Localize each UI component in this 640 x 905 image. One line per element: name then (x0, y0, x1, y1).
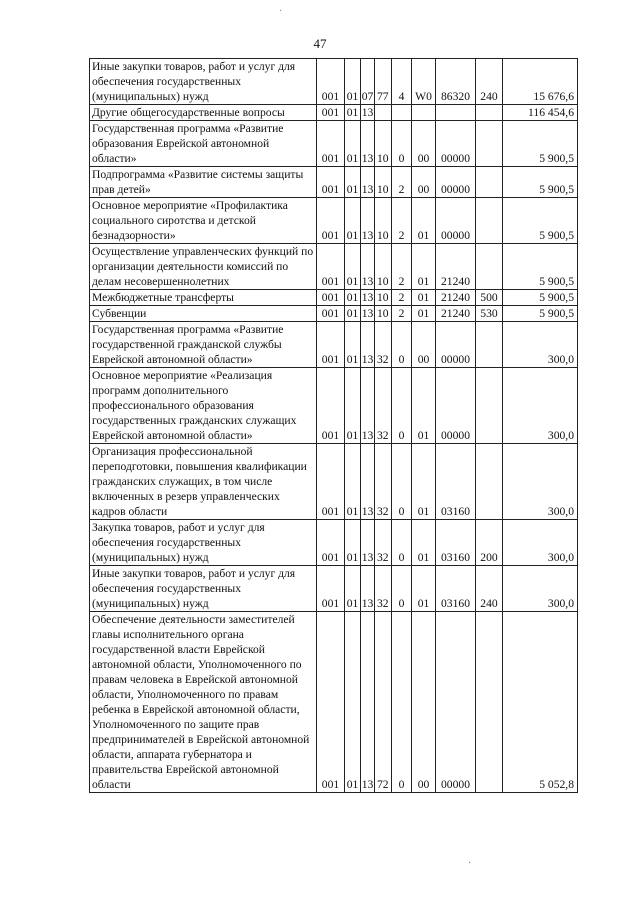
direction-code-cell: 03160 (436, 566, 476, 612)
program-code-cell: 32 (375, 566, 392, 612)
expense-type-code-cell (476, 105, 503, 121)
subprogram-code-cell: 2 (392, 306, 412, 322)
subsection-code-cell: 07 (361, 59, 375, 105)
section-code-cell: 01 (345, 290, 361, 306)
row-name-cell: Межбюджетные трансферты (90, 290, 317, 306)
row-name-cell: Закупка товаров, работ и услуг для обеспечения государственных (муниципальных) нужд (90, 520, 317, 566)
program-code-cell: 32 (375, 444, 392, 520)
section-code-cell: 01 (345, 368, 361, 444)
amount-cell: 5 900,5 (503, 244, 578, 290)
section-code-cell: 01 (345, 198, 361, 244)
table-row (90, 306, 578, 322)
direction-code-cell: 00000 (436, 121, 476, 167)
ministry-code-cell: 001 (317, 121, 345, 167)
table-row (90, 105, 578, 121)
direction-code-cell: 03160 (436, 520, 476, 566)
amount-cell: 300,0 (503, 566, 578, 612)
row-name-cell: Иные закупки товаров, работ и услуг для обеспечения государственных (муниципальных) нужд (90, 59, 317, 105)
direction-code-cell: 00000 (436, 612, 476, 793)
table-row (90, 59, 578, 105)
subprogram-code-cell (392, 105, 412, 121)
amount-cell: 5 052,8 (503, 612, 578, 793)
subsection-code-cell: 13 (361, 291, 374, 304)
subsection-code-cell: 13 (361, 121, 375, 167)
program-code-cell: 10 (375, 198, 392, 244)
ministry-code-cell: 001 (317, 198, 345, 244)
program-code-cell: 32 (375, 322, 392, 368)
expense-type-code-cell (476, 322, 503, 368)
direction-code-cell: 21240 (436, 306, 476, 322)
subsection-code-cell: 13 (361, 322, 375, 368)
section-code-cell: 01 (345, 322, 361, 368)
activity-code-cell: 00 (412, 612, 436, 793)
section-code-cell: 01 (345, 244, 361, 290)
program-code-cell: 10 (375, 244, 392, 290)
row-name-cell: Государственная программа «Развитие государственной гражданской службы Еврейской автономной области» (90, 322, 317, 368)
amount-cell: 5 900,5 (503, 198, 578, 244)
scan-mark: · (279, 6, 283, 17)
expense-type-code-cell (476, 612, 503, 793)
section-code-cell: 01 (345, 306, 361, 322)
subsection-code-cell: 13 (361, 612, 375, 793)
section-code-cell: 01 (345, 59, 361, 105)
row-name-cell: Другие общегосударственные вопросы (90, 105, 317, 121)
table-row (90, 566, 578, 612)
table-row (90, 612, 578, 793)
amount-cell: 300,0 (503, 368, 578, 444)
expense-type-code-cell (476, 167, 503, 198)
row-name-cell: Осуществление управленческих функций по организации деятельности комиссий по делам несовершеннолетних (90, 244, 317, 290)
section-code-cell: 01 (345, 121, 361, 167)
direction-code-cell: 03160 (436, 444, 476, 520)
activity-code-cell: 00 (412, 322, 436, 368)
section-code-cell: 01 (345, 444, 361, 520)
program-code-cell (375, 105, 392, 121)
table-row (90, 322, 578, 368)
budget-table (89, 58, 578, 793)
subsection-code-cell: 13 (361, 198, 375, 244)
expense-type-code-cell (476, 444, 503, 520)
table-row (90, 290, 578, 306)
subsection-code-cell: 13 (361, 520, 375, 566)
direction-code-cell: 00000 (436, 322, 476, 368)
expense-type-code-cell (476, 244, 503, 290)
program-code-cell: 10 (375, 306, 392, 322)
activity-code-cell: 00 (412, 121, 436, 167)
program-code-cell: 32 (375, 368, 392, 444)
subprogram-code-cell: 0 (392, 121, 412, 167)
subprogram-code-cell: 4 (392, 59, 412, 105)
subsection-code-cell: 13 (361, 368, 375, 444)
row-name-cell: Организация профессиональной переподготовки, повышения квалификации гражданских служащих, в том числе включенных в резерв управленческих кадров области (90, 444, 317, 520)
section-code-cell: 01 (345, 105, 361, 121)
ministry-code-cell: 001 (317, 290, 345, 306)
activity-code-cell (412, 105, 436, 121)
section-code-cell: 01 (345, 612, 361, 793)
section-code-cell: 01 (345, 566, 361, 612)
amount-cell: 116 454,6 (503, 105, 578, 121)
expense-type-code-cell: 240 (476, 59, 503, 105)
ministry-code-cell: 001 (317, 612, 345, 793)
program-code-cell: 10 (375, 121, 392, 167)
row-name-cell: Основное мероприятие «Профилактика социального сиротства и детской безнадзорности» (90, 198, 317, 244)
ministry-code-cell: 001 (317, 306, 345, 322)
activity-code-cell: 01 (412, 290, 436, 306)
row-name-cell: Обеспечение деятельности заместителей главы исполнительного органа государственной власти Еврейской автономной области, Уполномоченного по правам человека в Еврейской автономной области, Уполномоченного по правам ребенка в Еврейской автономной области, Уполномоченного по защите прав предпринимателей в Еврейской автономной области, аппарата губернатора и правительства Еврейской автономной области (90, 612, 317, 793)
activity-code-cell: 01 (412, 198, 436, 244)
subsection-code-cell: 13 (361, 566, 375, 612)
page-number: 47 (313, 36, 327, 51)
direction-code-cell: 86320 (436, 59, 476, 105)
subprogram-code-cell: 2 (392, 244, 412, 290)
subprogram-code-cell: 0 (392, 520, 412, 566)
direction-code-cell: 21240 (436, 290, 476, 306)
subsection-code-cell: 13 (361, 244, 375, 290)
ministry-code-cell: 001 (317, 368, 345, 444)
ministry-code-cell: 001 (317, 322, 345, 368)
subprogram-code-cell: 2 (392, 198, 412, 244)
table-row (90, 121, 578, 167)
amount-cell: 5 900,5 (503, 167, 578, 198)
ministry-code-cell: 001 (317, 444, 345, 520)
row-name-cell: Подпрограмма «Развитие системы защиты прав детей» (90, 167, 317, 198)
activity-code-cell: 01 (412, 444, 436, 520)
activity-code-cell: 01 (412, 244, 436, 290)
program-code-cell: 10 (375, 167, 392, 198)
subprogram-code-cell: 2 (392, 290, 412, 306)
amount-cell: 5 900,5 (503, 306, 578, 322)
direction-code-cell (436, 105, 476, 121)
program-code-cell: 77 (375, 59, 392, 105)
expense-type-code-cell: 530 (476, 306, 503, 322)
activity-code-cell: 00 (412, 167, 436, 198)
subprogram-code-cell: 0 (392, 322, 412, 368)
ministry-code-cell: 001 (317, 566, 345, 612)
direction-code-cell: 00000 (436, 198, 476, 244)
row-name-cell: Иные закупки товаров, работ и услуг для обеспечения государственных (муниципальных) нужд (90, 566, 317, 612)
table-row (90, 244, 578, 290)
section-code-cell: 01 (345, 520, 361, 566)
amount-cell: 5 900,5 (503, 290, 578, 306)
subprogram-code-cell: 2 (392, 167, 412, 198)
expense-type-code-cell (476, 121, 503, 167)
expense-type-code-cell (476, 368, 503, 444)
ministry-code-cell: 001 (317, 105, 345, 121)
expense-type-code-cell: 200 (476, 520, 503, 566)
scan-mark: · (468, 858, 472, 869)
activity-code-cell: 01 (412, 368, 436, 444)
row-name-cell: Государственная программа «Развитие образования Еврейской автономной области» (90, 121, 317, 167)
direction-code-cell: 00000 (436, 167, 476, 198)
amount-cell: 15 676,6 (503, 59, 578, 105)
ministry-code-cell: 001 (317, 59, 345, 105)
amount-cell: 300,0 (503, 520, 578, 566)
expense-type-code-cell: 500 (476, 290, 503, 306)
amount-cell: 300,0 (503, 322, 578, 368)
row-name-cell: Основное мероприятие «Реализация программ дополнительного профессионального образования государственных гражданских служащих Еврейской автономной области» (90, 368, 317, 444)
direction-code-cell: 00000 (436, 368, 476, 444)
ministry-code-cell: 001 (317, 520, 345, 566)
program-code-cell: 72 (375, 612, 392, 793)
table-row (90, 444, 578, 520)
subprogram-code-cell: 0 (392, 566, 412, 612)
activity-code-cell: 01 (412, 566, 436, 612)
subprogram-code-cell: 0 (392, 444, 412, 520)
direction-code-cell: 21240 (436, 244, 476, 290)
section-code-cell: 01 (345, 167, 361, 198)
ministry-code-cell: 001 (317, 244, 345, 290)
subprogram-code-cell: 0 (392, 612, 412, 793)
subsection-code-cell: 13 (361, 444, 375, 520)
table-row (90, 520, 578, 566)
activity-code-cell: 01 (412, 520, 436, 566)
subsection-code-cell: 13 (361, 106, 374, 119)
amount-cell: 5 900,5 (503, 121, 578, 167)
expense-type-code-cell (476, 198, 503, 244)
table-row (90, 167, 578, 198)
program-code-cell: 32 (375, 520, 392, 566)
subsection-code-cell: 13 (361, 307, 374, 320)
expense-type-code-cell: 240 (476, 566, 503, 612)
subsection-code-cell: 13 (361, 167, 375, 198)
row-name-cell: Субвенции (90, 306, 317, 322)
subprogram-code-cell: 0 (392, 368, 412, 444)
activity-code-cell: 01 (412, 306, 436, 322)
table-row (90, 198, 578, 244)
activity-code-cell: W0 (412, 59, 436, 105)
table-row (90, 368, 578, 444)
amount-cell: 300,0 (503, 444, 578, 520)
ministry-code-cell: 001 (317, 167, 345, 198)
program-code-cell: 10 (375, 290, 392, 306)
